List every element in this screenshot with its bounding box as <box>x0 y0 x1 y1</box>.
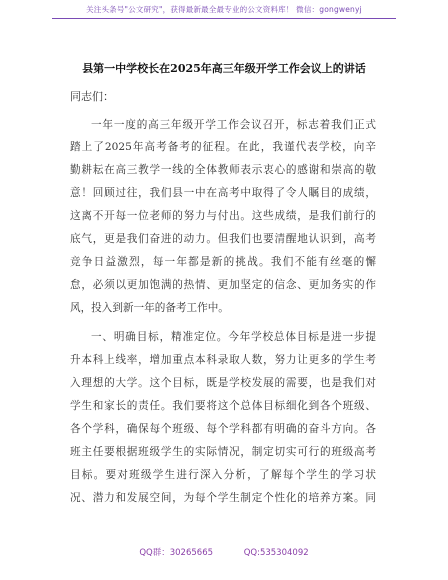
body-line: 底气，更是我们奋进的动力。但我们也要清醒地认识到，高考 <box>70 233 376 245</box>
document-title: 县第一中学校长在2025年高三年级开学工作会议上的讲话 <box>82 62 366 75</box>
body-line: 升本科上线率，增加重点本科录取人数，努力让更多的学生考 <box>70 354 376 366</box>
body-line: 班主任要根据班级学生的实际情况，制定切实可行的班级高考 <box>70 446 376 458</box>
footer-qq-group: QQ群：30265665 <box>139 548 214 558</box>
body-line: 学生和家长的责任。我们要将这个总体目标细化到各个班级、 <box>70 400 376 412</box>
body-line: 怠，必须以更加饱满的热情、更加坚定的信念、更加务实的作 <box>70 279 376 291</box>
footer <box>0 546 448 558</box>
body-line: 风，投入到新一年的备考工作中。 <box>70 302 229 314</box>
salutation: 同志们： <box>70 90 114 103</box>
body-line: 况、潜力和发展空间，为每个学生制定个性化的培养方案。同 <box>70 492 376 504</box>
body-line: 意！回顾过往，我们县一中在高考中取得了令人瞩目的成绩， <box>70 187 376 199</box>
footer-qq-contact: QQ:535304092 <box>243 548 309 558</box>
header-banner: 关注头条号"公文研究"，获得最新最全最专业的公文资料库！ 微信：gongwenyj <box>86 5 362 14</box>
body-line: 勤耕耘在高三教学一线的全体教师表示衷心的感谢和崇高的敬 <box>70 164 376 176</box>
body-line: 踏上了2025年高考备考的征程。在此，我谨代表学校，向辛 <box>70 141 376 153</box>
body-line: 一年一度的高三年级开学工作会议召开，标志着我们正式 <box>91 119 376 131</box>
body-line: 入理想的大学。这个目标，既是学校发展的需要，也是我们对 <box>70 377 376 389</box>
body-line: 这离不开每一位老师的努力与付出。这些成绩，是我们前行的 <box>70 210 376 222</box>
body-line: 一、明确目标，精准定位。今年学校总体目标是进一步提 <box>91 331 376 343</box>
body-line: 各个学科，确保每个班级、每个学科都有明确的奋斗方向。各 <box>70 423 376 435</box>
header-divider <box>52 18 396 19</box>
body-line: 竞争日益激烈，每一年都是新的挑战。我们不能有丝毫的懈 <box>70 256 376 268</box>
body-line: 目标。要对班级学生进行深入分析，了解每个学生的学习状 <box>70 469 376 481</box>
